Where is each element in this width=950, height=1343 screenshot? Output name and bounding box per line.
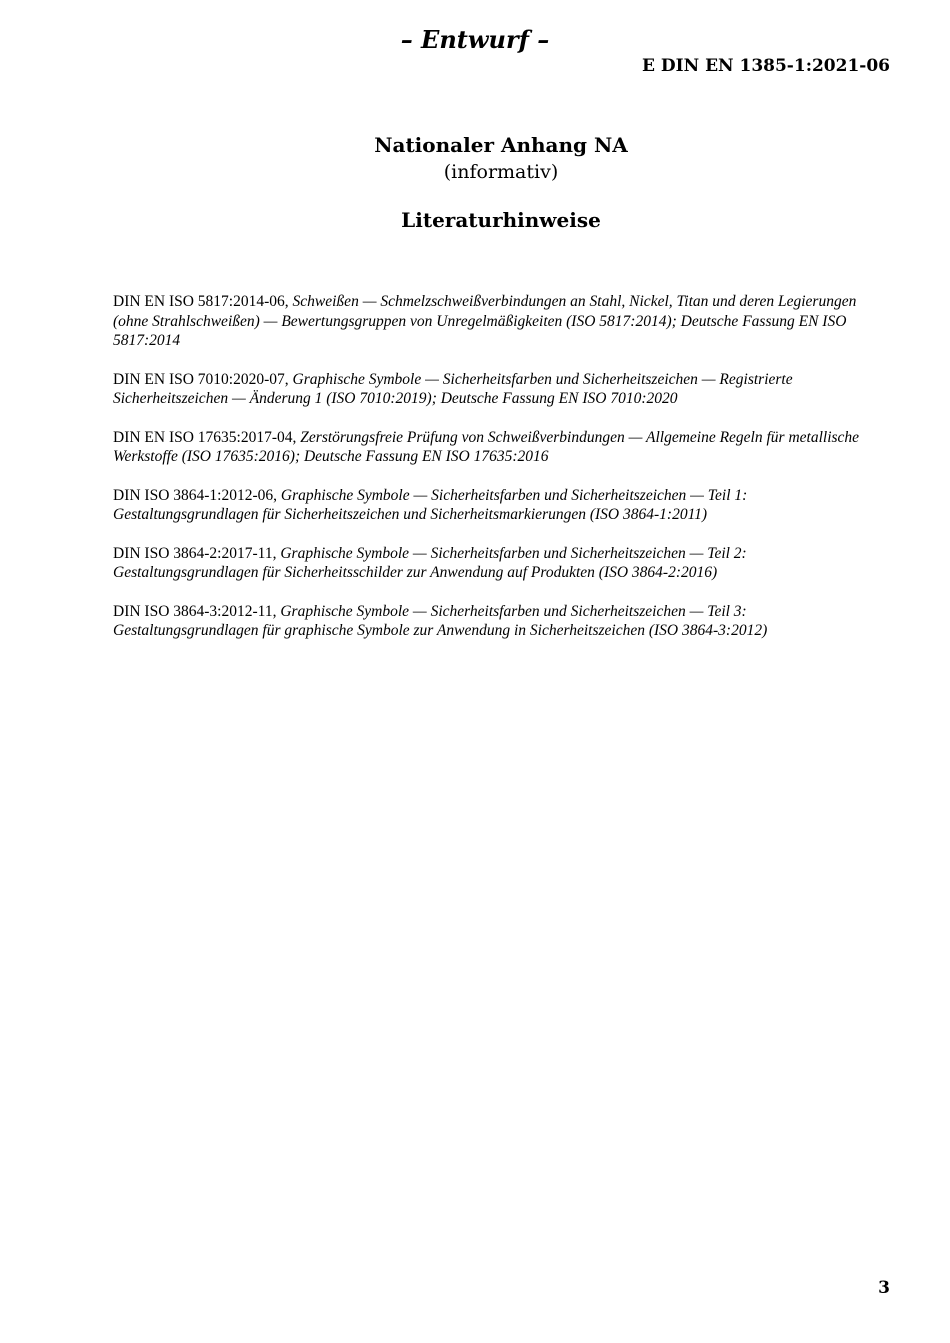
reference-id: DIN EN ISO 5817:2014-06 [113, 293, 285, 310]
reference-title: Graphische Symbole — Sicherheitsfarben und Sicherheitszeichen — Registrierte Sicherheitszeichen — Änderung 1 (ISO 7010:2019); Deutsche Fassung EN ISO 7010:2020 [113, 370, 793, 407]
reference-item: DIN EN ISO 7010:2020-07, Graphische Symbole — Sicherheitsfarben und Sicherheitszeichen — Registrierte Sicherheitszeichen — Änderung 1 (ISO 7010:2019); Deutsche Fassung EN ISO 7010:2020 [113, 370, 793, 407]
draft-watermark-heading: – Entwurf – [400, 25, 550, 54]
reference-title: Graphische Symbole — Sicherheitsfarben und Sicherheitszeichen — Teil 1: Gestaltungsgrundlagen für Sicherheitszeichen und Sicherheitsmarkierungen (ISO 3864-1:2011) [113, 486, 748, 523]
reference-list [113, 292, 873, 660]
reference-title: Graphische Symbole — Sicherheitsfarben und Sicherheitszeichen — Teil 2: Gestaltungsgrundlagen für Sicherheitsschilder zur Anwendung auf Produkten (ISO 3864-2:2016) [113, 544, 747, 581]
document-id: E DIN EN 1385-1:2021-06 [642, 56, 890, 76]
reference-item: DIN ISO 3864-1:2012-06, Graphische Symbole — Sicherheitsfarben und Sicherheitszeichen — Teil 1: Gestaltungsgrundlagen für Sicherheitszeichen und Sicherheitsmarkierungen (ISO 3864-1:2011) [113, 486, 748, 523]
section-title: Literaturhinweise [401, 208, 601, 232]
reference-title: Zerstörungsfreie Prüfung von Schweißverbindungen — Allgemeine Regeln für metallische Werkstoffe (ISO 17635:2016); Deutsche Fassung EN ISO 17635:2016 [113, 428, 860, 465]
reference-id: DIN ISO 3864-1:2012-06 [113, 486, 274, 504]
reference-item: DIN EN ISO 17635:2017-04, Zerstörungsfreie Prüfung von Schweißverbindungen — Allgemeine Regeln für metallische Werkstoffe (ISO 17635:2016); Deutsche Fassung EN ISO 17635:2016 [113, 428, 860, 465]
reference-id: DIN ISO 3864-3:2012-11 [113, 602, 273, 620]
reference-item: DIN ISO 3864-3:2012-11, Graphische Symbole — Sicherheitsfarben und Sicherheitszeichen — Teil 3: Gestaltungsgrundlagen für graphische Symbole zur Anwendung in Sicherheitszeichen (ISO 3864-3:2012) [113, 602, 768, 639]
reference-id: DIN ISO 3864-2:2017-11 [113, 544, 273, 562]
annex-title: Nationaler Anhang NA [374, 133, 628, 157]
annex-subtitle: (informativ) [443, 161, 559, 183]
annex-heading [0, 131, 950, 185]
reference-id: DIN EN ISO 7010:2020-07 [113, 370, 285, 388]
reference-title: Graphische Symbole — Sicherheitsfarben und Sicherheitszeichen — Teil 3: Gestaltungsgrundlagen für graphische Symbole zur Anwendung in Sicherheitszeichen (ISO 3864-3:2012) [113, 602, 768, 639]
reference-title: Schweißen — Schmelzschweißverbindungen an Stahl, Nickel, Titan und deren Legierungen (ohne Strahlschweißen) — Bewertungsgruppen von Unregelmäßigkeiten (ISO 5817:2014); Deutsche Fassung EN ISO 5817:2014 [113, 293, 857, 349]
page-number: 3 [878, 1278, 890, 1298]
reference-item: DIN EN ISO 5817:2014-06, Schweißen — Schmelzschweißverbindungen an Stahl, Nickel, Titan und deren Legierungen (ohne Strahlschweißen) — Bewertungsgruppen von Unregelmäßigkeiten (ISO 5817:2014); Deutsche Fassung EN ISO 5817:2014 [113, 293, 857, 349]
reference-id: DIN EN ISO 17635:2017-04 [113, 428, 293, 446]
reference-item: DIN ISO 3864-2:2017-11, Graphische Symbole — Sicherheitsfarben und Sicherheitszeichen — Teil 2: Gestaltungsgrundlagen für Sicherheitsschilder zur Anwendung auf Produkten (ISO 3864-2:2016) [113, 544, 747, 581]
